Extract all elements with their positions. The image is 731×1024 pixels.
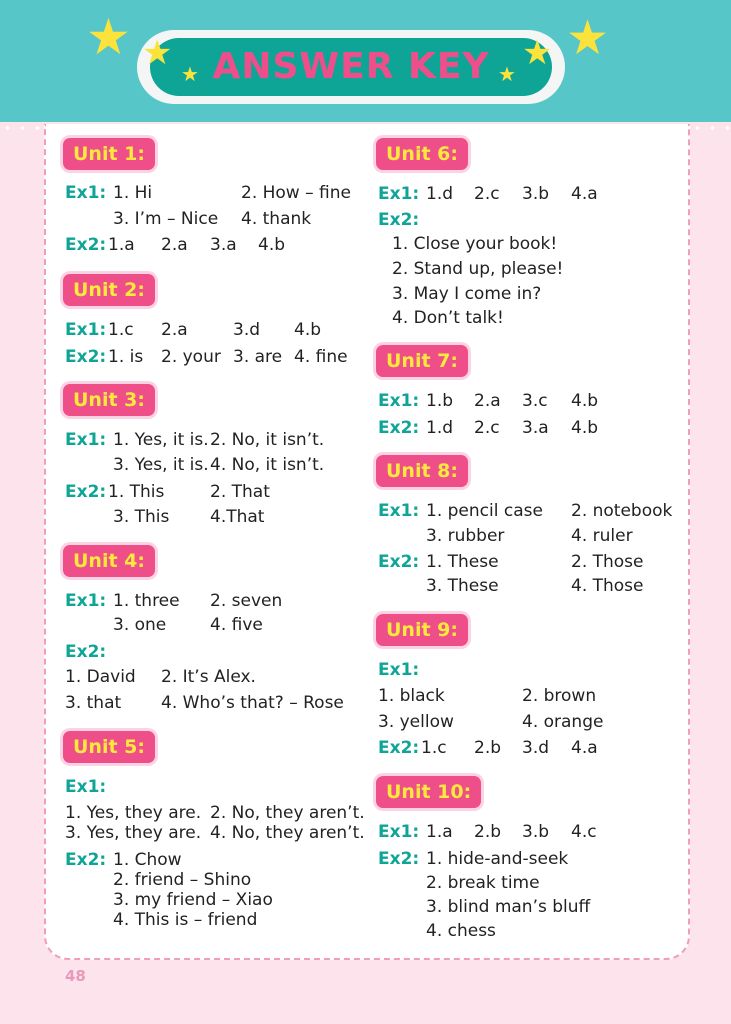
answer: 1. David [65, 667, 136, 687]
star-icon: ★ [522, 33, 553, 73]
answer: 2.a [474, 391, 501, 411]
unit-2-heading: Unit 2: [63, 274, 155, 306]
answer: 2. That [210, 482, 270, 502]
answer: 3. rubber [426, 526, 505, 546]
star-icon: ★ [86, 8, 131, 66]
answer: 4. This is – friend [113, 910, 258, 930]
answer: 3. These [426, 576, 499, 596]
ex-label: Ex1: [65, 430, 107, 450]
ex-label: Ex2: [65, 642, 107, 662]
answer: 2. No, they aren’t. [210, 803, 365, 823]
answer: 4.b [294, 320, 322, 340]
ex-label: Ex1: [378, 184, 420, 204]
answer: 3.d [522, 738, 550, 758]
answer: 2. notebook [571, 501, 673, 521]
answer: 4.c [571, 822, 597, 842]
star-icon: ★ [498, 62, 516, 86]
unit-1-heading: Unit 1: [63, 138, 155, 170]
ex-label: Ex1: [65, 183, 107, 203]
unit-7-heading: Unit 7: [376, 345, 468, 377]
answer: 3.a [210, 235, 237, 255]
answer: 1. Close your book! [392, 234, 558, 254]
unit-9-heading: Unit 9: [376, 614, 468, 646]
answer: 4. chess [426, 921, 496, 941]
answer: 1. This [108, 482, 165, 502]
answer: 4.a [571, 184, 598, 204]
ex-label: Ex1: [378, 501, 420, 521]
answer: 2.b [474, 822, 502, 842]
answer: 4.a [571, 738, 598, 758]
ex-label: Ex2: [378, 552, 420, 572]
ex-label: Ex2: [65, 850, 107, 870]
answer: 1.d [426, 184, 454, 204]
answer: 2. Those [571, 552, 644, 572]
answer: 3.c [522, 391, 548, 411]
answer: 4. five [210, 615, 263, 635]
ex-label: Ex1: [65, 777, 107, 797]
answer: 1.a [108, 235, 135, 255]
answer: 2.c [474, 418, 500, 438]
answer: 4. No, they aren’t. [210, 823, 365, 843]
ex-label: Ex2: [378, 210, 420, 230]
ex-label: Ex1: [65, 591, 107, 611]
answer: 2.c [474, 184, 500, 204]
answer: 1.c [421, 738, 447, 758]
answer: 3. one [113, 615, 167, 635]
answer: 2. brown [522, 686, 597, 706]
answer: 4.That [210, 507, 265, 527]
ex-label: Ex1: [378, 822, 420, 842]
unit-4-heading: Unit 4: [63, 545, 155, 577]
answer: 3. blind man’s bluff [426, 897, 591, 917]
unit-5-heading: Unit 5: [63, 731, 155, 763]
ex-label: Ex2: [65, 482, 107, 502]
answer: 3. Yes, they are. [65, 823, 202, 843]
answer: 2. How – fine [241, 183, 351, 203]
answer: 4.b [571, 418, 599, 438]
page-number: 48 [65, 967, 86, 985]
answer: 2. Stand up, please! [392, 259, 564, 279]
star-icon: ★ [142, 33, 173, 73]
answer: 4. Don’t talk! [392, 308, 504, 328]
answer: 3. that [65, 693, 122, 713]
answer: 4. ruler [571, 526, 633, 546]
answer: 1. Yes, it is. [113, 430, 209, 450]
answer: 2. friend – Shino [113, 870, 252, 890]
answer: 1. These [426, 552, 499, 572]
ex-label: Ex1: [378, 660, 420, 680]
answer: 4. Who’s that? – Rose [161, 693, 344, 713]
answer: 4. fine [294, 347, 348, 367]
answer: 1. Yes, they are. [65, 803, 202, 823]
ex-label: Ex2: [378, 418, 420, 438]
answer: 4. No, it isn’t. [210, 455, 325, 475]
answer: 4. thank [241, 209, 312, 229]
answer: 2. your [161, 347, 221, 367]
answer: 3. my friend – Xiao [113, 890, 273, 910]
answer: 3. This [113, 507, 170, 527]
unit-6-heading: Unit 6: [376, 138, 468, 170]
answer: 3.a [522, 418, 549, 438]
answer: 3.b [522, 184, 550, 204]
answer: 1. pencil case [426, 501, 543, 521]
answer: 1.d [426, 418, 454, 438]
answer: 2.a [161, 235, 188, 255]
ex-label: Ex2: [65, 235, 107, 255]
page-title: ANSWER KEY [212, 46, 490, 87]
answer: 4. orange [522, 712, 604, 732]
ex-label: Ex1: [65, 320, 107, 340]
answer: 1. Hi [113, 183, 153, 203]
answer: 2. It’s Alex. [161, 667, 256, 687]
answer: 4.b [258, 235, 286, 255]
answer: 3. yellow [378, 712, 454, 732]
answer: 1. hide-and-seek [426, 849, 569, 869]
answer: 3. I’m – Nice [113, 209, 219, 229]
answer: 3. May I come in? [392, 284, 542, 304]
ex-label: Ex1: [378, 391, 420, 411]
answer: 3. are [233, 347, 283, 367]
answer: 4.b [571, 391, 599, 411]
ex-label: Ex2: [378, 738, 420, 758]
star-icon: ★ [181, 62, 199, 86]
answer: 3. Yes, it is. [113, 455, 209, 475]
answer: 1.b [426, 391, 454, 411]
answer: 2. seven [210, 591, 283, 611]
ex-label: Ex2: [378, 849, 420, 869]
answer: 2. No, it isn’t. [210, 430, 325, 450]
answer: 3.d [233, 320, 261, 340]
unit-10-heading: Unit 10: [376, 776, 481, 808]
answer: 4. Those [571, 576, 644, 596]
answer: 3.b [522, 822, 550, 842]
answer: 1.c [108, 320, 134, 340]
unit-3-heading: Unit 3: [63, 384, 155, 416]
answer: 1. black [378, 686, 445, 706]
answer: 2.a [161, 320, 188, 340]
answer: 1. three [113, 591, 180, 611]
ex-label: Ex2: [65, 347, 107, 367]
answer: 1. is [108, 347, 144, 367]
answer: 2.b [474, 738, 502, 758]
star-icon: ★ [566, 10, 610, 66]
unit-8-heading: Unit 8: [376, 455, 468, 487]
answer: 1. Chow [113, 850, 182, 870]
answer: 1.a [426, 822, 453, 842]
answer: 2. break time [426, 873, 540, 893]
